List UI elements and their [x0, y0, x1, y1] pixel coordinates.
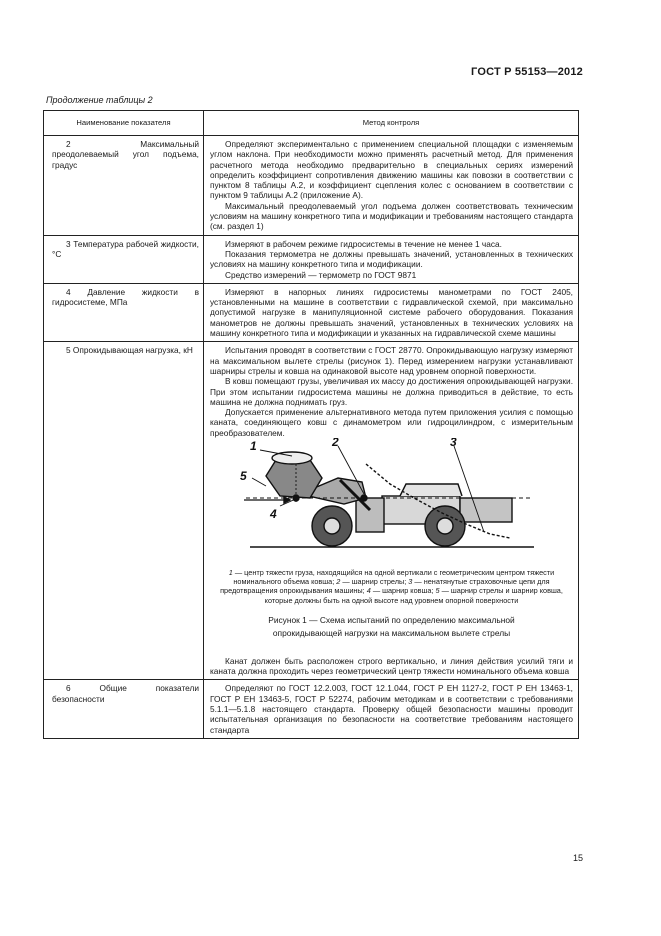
control-methods-table: [43, 110, 579, 739]
indicator-name: 2 Максимальный преодолеваемый угол подъема, градус: [44, 136, 204, 236]
method-paragraph: Испытания проводят в соответствии с ГОСТ 28770. Опрокидывающую нагрузку измеряют на максимальном вылете стрелы (рисунок 1). Перед измерением нагрузки устанавливают шарниры стрелы и ковша на одинаковой высоте над уровнем опорной поверхности.: [210, 345, 573, 376]
table-row: [44, 283, 579, 341]
legend-text: — шарнир ковша;: [370, 586, 436, 596]
column-header-method: Метод контроля: [204, 111, 579, 136]
indicator-name: 3 Температура рабочей жидкости, °С: [44, 235, 204, 283]
caption-line: Рисунок 1 — Схема испытаний по определению максимальной: [268, 614, 515, 625]
cab-roof: [400, 484, 462, 496]
indicator-name: 5 Опрокидывающая нагрузка, кН: [44, 342, 204, 680]
method-cell: [204, 235, 579, 283]
legend-text: — шарнир стрелы;: [340, 577, 409, 587]
indicator-name: 6 Общие показатели безопасности: [44, 680, 204, 738]
figure-label-4: 4: [270, 507, 277, 522]
figure-label-3: 3: [450, 438, 457, 450]
bucket-hinge-marker: [293, 495, 299, 501]
table-row: [44, 235, 579, 283]
method-paragraph: Максимальный преодолеваемый угол подъема должен соответствовать техническим условиям на машину конкретного типа и модификации и требованиям настоящего стандарта (см. раздел 1): [210, 200, 573, 232]
legend-number: 3: [408, 577, 413, 587]
method-cell: [204, 680, 579, 738]
legend-number: 2: [336, 577, 341, 587]
method-paragraph: Определяют по ГОСТ 12.2.003, ГОСТ 12.1.044, ГОСТ Р ЕН 1127-2, ГОСТ Р ЕН 13463-1, ГОСТ Р ЕН 13463-5, ГОСТ Р 52274, рабочим методикам и в соответствии с требованиями 5.1.1—5.1.8 настоящего стандарта. Проверку общей безопасности машины проводит испытательная организация по безопасности на соответствие требованиям настоящего стандарта: [210, 683, 573, 735]
front-frame: [356, 498, 384, 532]
method-paragraph: Канат должен быть расположен строго вертикально, и линия действия усилий тяги и каната должна проходить через геометрический центр тяжести номинального объема ковша: [210, 655, 573, 677]
table-row: [44, 136, 579, 236]
loader-test-figure: [210, 438, 573, 566]
loader-diagram: [240, 438, 540, 566]
engine-section: [460, 498, 512, 522]
figure-label-2: 2: [332, 438, 339, 450]
method-cell: [204, 136, 579, 236]
figure-caption: [210, 614, 573, 640]
boom-hinge-marker: [361, 495, 367, 501]
method-paragraph: Измеряют в напорных линиях гидросистемы манометрами по ГОСТ 2405, установленными на машине в соответствии с гидравлической схемой, при максимально допустимой нагрузке в манипуляционной системе рабочего оборудования. Показания манометров не должны превышать значений, установленных в технических условиях на машину конкретного типа и модификации и указанных на гидравлической схеме машины: [210, 286, 573, 339]
legend-number: 4: [366, 586, 371, 596]
page-number: 15: [573, 853, 584, 863]
figure-label-1: 1: [250, 439, 257, 454]
column-header-indicator: Наименование показателя: [44, 111, 204, 136]
method-paragraph: В ковш помещают грузы, увеличивая их массу до достижения опрокидывающей нагрузки. При этом испытании гидросистема машины не должна приводиться в действие, то есть машина не должна поднимать груз.: [210, 376, 573, 407]
table-row: [44, 680, 579, 738]
indicator-name: 4 Давление жидкости в гидросистеме, МПа: [44, 283, 204, 341]
method-paragraph: Показания термометра не должны превышать значений, установленных в технических условиях на машину конкретного типа и модификации.: [210, 248, 573, 270]
standard-header: ГОСТ Р 55153—2012: [471, 66, 583, 78]
legend-text: — шарнир стрелы и шарнир ковша, которые должны быть на одной высоте над уровнем опорной поверхности: [264, 586, 563, 605]
legend-number: 5: [435, 586, 440, 596]
table-row: [44, 342, 579, 680]
bucket: [266, 460, 322, 498]
method-paragraph: Средство измерений — термометр по ГОСТ 9871: [225, 269, 417, 280]
caption-line: опрокидывающей нагрузки на максимальном вылете стрелы: [272, 627, 511, 638]
table-continuation-label: Продолжение таблицы 2: [46, 95, 153, 105]
figure-label-5: 5: [240, 469, 247, 484]
method-paragraph: Определяют экспериментально с применением специальной площадки с изменяемым углом наклона. При необходимости можно применять расчетный метод. Для применения расчетного метода необходимо предварительно в специальных сериях измерений определить коэффициент сопротивления движению машины как повозки в соответствии с пунктом 8 таблицы А.2, и коэффициент сцепления колес с основанием в соответствии с пунктом 9 таблицы А.2 (приложение А).: [210, 139, 573, 201]
method-cell: [204, 342, 579, 680]
legend-number: 1: [228, 568, 233, 578]
method-cell: [204, 283, 579, 341]
method-paragraph: Измеряют в рабочем режиме гидросистемы в течение не менее 1 часа.: [225, 238, 502, 249]
legend-text: — центр тяжести груза, находящийся на одной вертикали с геометрическим центром тяжести номинального объема ковша;: [232, 568, 555, 587]
table-header-row: [44, 111, 579, 136]
method-paragraph: Допускается применение альтернативного метода путем приложения усилия с помощью каната, соединяющего ковш с динамометром или гидроцилиндром, с измерительным преобразователем.: [210, 407, 573, 438]
legend-text: — ненатянутые страховочные цепи для предотвращения опрокидывания машины;: [220, 577, 550, 596]
figure-legend: [218, 568, 565, 605]
